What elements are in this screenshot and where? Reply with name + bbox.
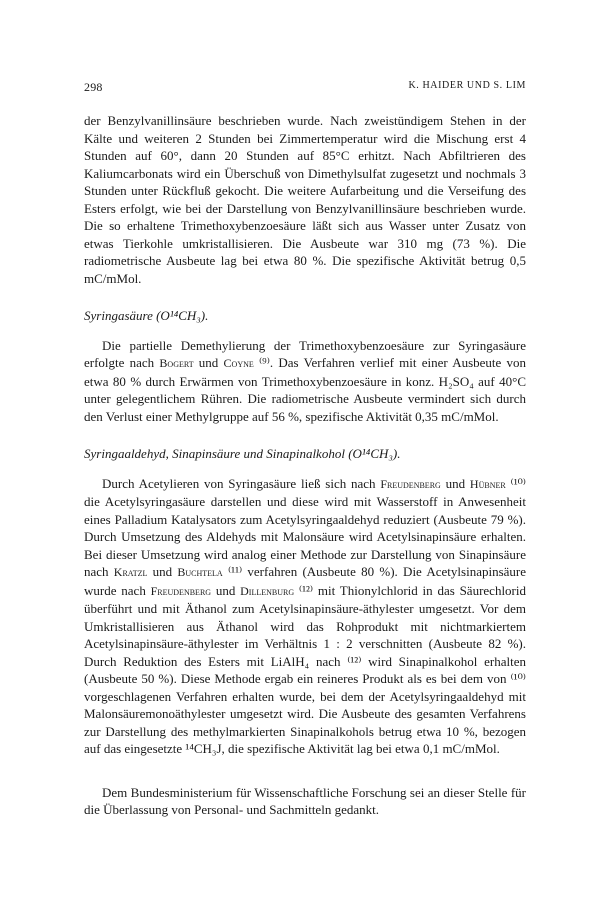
running-authors: K. HAIDER UND S. LIM bbox=[408, 80, 526, 91]
author-name: Kratzl bbox=[113, 565, 148, 579]
paragraph-trimethoxy: der Benzylvanillinsäure beschrieben wurde. Nach zweistündigem Stehen in der Kälte und weiteren 2 Stunden bei Zimmertemperatur wird die Mischung erst 4 Stunden auf 60°, dann 20 Stunden auf 85°C erhitzt. Nach Abfiltrieren des Kaliumcarbonats wird ein Überschuß von Dimethylsulfat zugesetzt und nochmals 3 Stunden unter Rückfluß gekocht. Die weitere Aufarbeitung und die Verseifung des Esters erfolgt, wie bei der Darstellung von Benzylvanillinsäure beschrieben wurde. Die so erhaltene Trimethoxybenzoesäure läßt sich aus Wasser unter Zusatz von etwas Tierkohle umkristallisieren. Die Ausbeute war 310 mg (73 %). Die radiometrische Ausbeute lag bei etwa 80 %. Die spezifische Aktivität betrug 0,5 mC/mMol. bbox=[84, 113, 526, 286]
text-run: und bbox=[440, 475, 470, 491]
text-run: und bbox=[193, 355, 224, 370]
text-run: ⁽¹¹⁾ verfahren (Ausbeute 80 %). Die Acetylsinapinsäure wurde nach bbox=[84, 564, 527, 598]
text-run: und bbox=[211, 582, 241, 598]
text-run: Die partielle Demethylierung der Trimethoxybenzoesäure zur Syringasäure erfolgte nach bbox=[84, 337, 526, 370]
author-name: Freudenberg bbox=[150, 583, 212, 598]
author-name: Dillenburg bbox=[240, 583, 295, 598]
text-run: ⁽¹²⁾ mit Thionylchlorid in das Säurechlorid überführt und mit Äthanol zum Acetylsinapinsäure-äthylester umgesetzt. Vor dem Umkristallisieren aus Äthanol wird das Rohprodukt mit nichtmarkiertem Acetylsinapinsäure-äthylester im Verhältnis 1 : 2 verschnitten (Ausbeute 82 %). Durch Reduktion des Esters mit LiAlH₄ nach ⁽¹²⁾ wird Sinapinalkohol erhalten (Ausbeute 50 %). Diese Methode ergab ein reineres Produkt als es bei dem von ⁽¹⁰⁾ vorgeschlagenen Verfahren erhalten wurde, bei dem der Acetylsyringaaldehyd mit Malonsäuremonoäthylester umgesetzt wird. Die Ausbeute des gesamten Verfahrens zur Darstellung des methylmarkierten Sinapinalkohols betrug etwa 10 %, bezogen auf das eingesetzte ¹⁴CH₃J, die spezifische Aktivität lag bei etwa 0,1 mC/mMol. bbox=[84, 582, 526, 756]
article-body bbox=[84, 112, 526, 819]
acknowledgement: Dem Bundesministerium für Wissenschaftliche Forschung sei an dieser Stelle für die Überlassung von Personal- und Sachmitteln gedankt. bbox=[84, 784, 526, 817]
author-name: Buchtela bbox=[177, 565, 223, 579]
author-name: Freudenberg bbox=[380, 476, 441, 491]
paragraph-syringaaldehyd bbox=[84, 475, 526, 758]
author-name: Hübner bbox=[469, 476, 506, 491]
text-run: Durch Acetylieren von Syringasäure ließ sich nach bbox=[102, 475, 381, 491]
page-number: 298 bbox=[84, 80, 103, 94]
section-heading-syringaaldehyd: Syringaaldehyd, Sinapinsäure und Sinapinalkohol (O¹⁴CH₃). bbox=[84, 446, 401, 461]
author-name: Bogert bbox=[159, 356, 194, 370]
author-name: Coyne bbox=[223, 356, 254, 370]
text-run: und bbox=[147, 564, 178, 579]
paragraph-syringasaeure bbox=[84, 337, 526, 426]
section-heading-syringasaeure: Syringasäure (O¹⁴CH₃). bbox=[84, 308, 209, 323]
text-run: ⁽⁹⁾. Das Verfahren verlief mit einer Ausbeute von etwa 80 % durch Erwärmen von Trimethoxybenzoesäure in konz. H₂SO₄ auf 40°C unter gelegentlichem Rühren. Die radiometrische Ausbeute vermindert sich durch den Verlust einer Methylgruppe auf 56 %, spezifische Aktivität 0,35 mC/mMol. bbox=[84, 355, 527, 424]
text-run: ⁽¹⁰⁾ die Acetylsyringasäure darstellen und diese wird mit Wasserstoff in Anwesenheit eines Palladium Katalysators zum Acetylsyringaaldehyd reduziert (Ausbeute 79 %). Durch Umsetzung des Aldehyds mit Malonsäure wird Acetylsinapinsäure erhalten. Bei dieser Umsetzung wird analog einer Methode zur Darstellung von Sinapinsäure nach bbox=[84, 475, 526, 579]
